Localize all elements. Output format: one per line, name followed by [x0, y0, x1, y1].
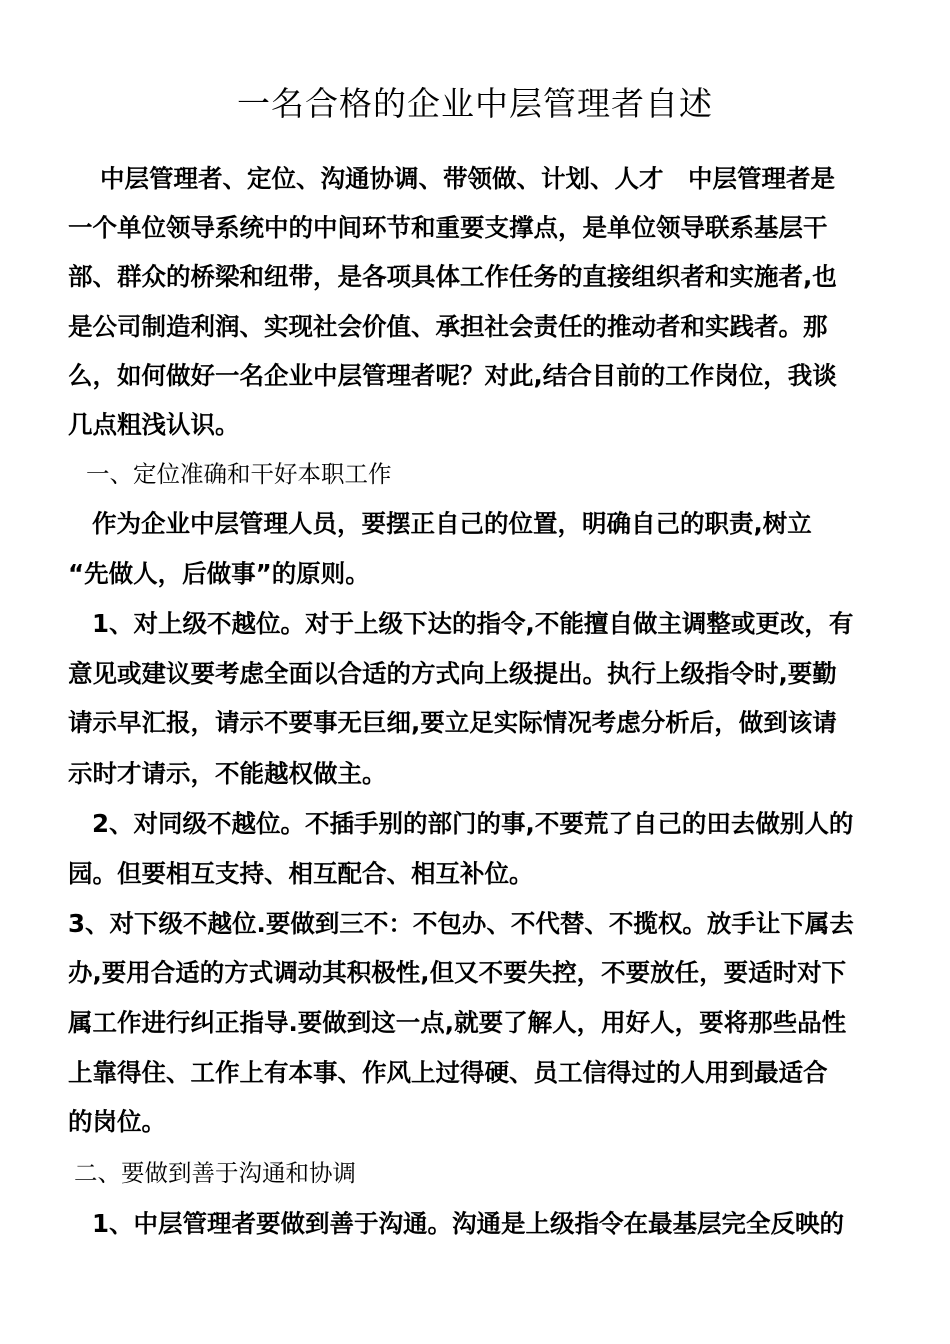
item2-line: 2、对同级不越位。不插手别的部门的事,不要荒了自己的田去做别人的: [92, 809, 854, 838]
section1-intro-line: “先做人，后做事”的原则。: [68, 559, 370, 588]
item1-line: 意见或建议要考虑全面以合适的方式向上级提出。执行上级指令时,要勤: [68, 659, 837, 688]
section-heading: 二、要做到善于沟通和协调: [74, 1159, 356, 1187]
item3-line: 的岗位。: [68, 1107, 166, 1136]
item1-line: 示时才请示，不能越权做主。: [68, 759, 387, 788]
item1-line: 请示早汇报，请示不要事无巨细,要立足实际情况考虑分析后，做到该请: [68, 708, 837, 737]
intro-line: 几点粗浅认识。: [68, 410, 240, 439]
item1-line: 1、对上级不越位。对于上级下达的指令,不能擅自做主调整或更改，有: [92, 609, 854, 638]
intro-line: 是公司制造利润、实现社会价值、承担社会责任的推动者和实践者。那: [68, 312, 828, 341]
item2-line: 园。但要相互支持、相互配合、相互补位。: [68, 859, 534, 888]
item3-line: 3、对下级不越位.要做到三不：不包办、不代替、不揽权。放手让下属去: [68, 909, 854, 938]
section-heading: 一、定位准确和干好本职工作: [86, 460, 392, 488]
section2-item1-line: 1、中层管理者要做到善于沟通。沟通是上级指令在最基层完全反映的: [92, 1209, 845, 1238]
item3-line: 办,要用合适的方式调动其积极性,但又不要失控，不要放任，要适时对下: [68, 958, 847, 987]
intro-line: 部、群众的桥梁和纽带，是各项具体工作任务的直接组织者和实施者,也: [68, 262, 837, 291]
intro-line: 中层管理者、定位、沟通协调、带领做、计划、人才 中层管理者是: [100, 164, 835, 193]
section1-intro-line: 作为企业中层管理人员，要摆正自己的位置，明确自己的职责,树立: [92, 509, 812, 538]
intro-line: 么，如何做好一名企业中层管理者呢？对此,结合目前的工作岗位，我谈: [68, 361, 837, 390]
document-title: 一名合格的企业中层管理者自述: [237, 84, 713, 123]
item3-line: 属工作进行纠正指导.要做到这一点,就要了解人，用好人，要将那些品性: [68, 1008, 847, 1037]
item3-line: 上靠得住、工作上有本事、作风上过得硬、员工信得过的人用到最适合: [68, 1058, 828, 1087]
intro-line: 一个单位领导系统中的中间环节和重要支撑点，是单位领导联系基层干: [68, 213, 828, 242]
